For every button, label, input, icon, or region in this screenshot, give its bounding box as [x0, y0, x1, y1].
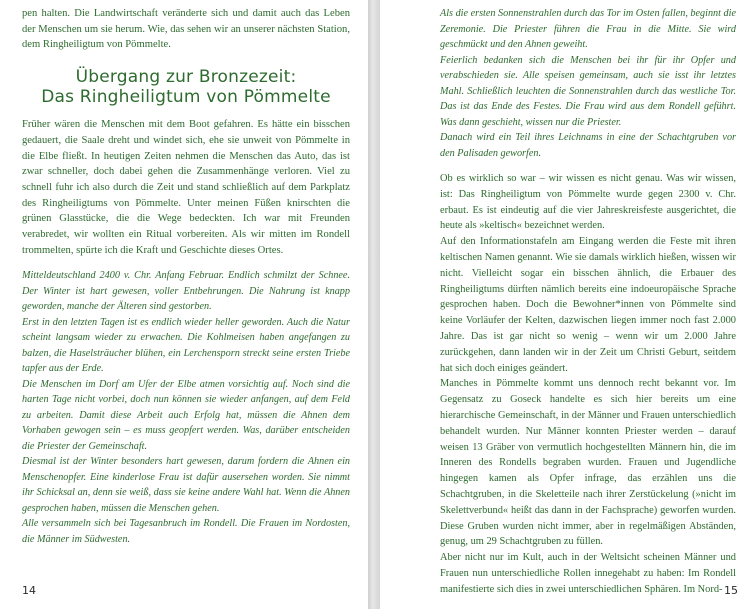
heading-line-1: Übergang zur Bronzezeit: [75, 67, 297, 88]
italic-line: Als die ersten Sonnenstrahlen durch das Tor im Osten fallen, beginnt die Zeremonie. Die Priester führen die Frau in die Mitte. Sie wird geschmückt und den Ahnen geweiht. [440, 8, 736, 50]
heading-line-2: Das Ringheiligtum von Pömmelte [41, 87, 331, 108]
chapter-heading [22, 67, 350, 107]
italic-line: Feierlich bedanken sich die Menschen bei ihr für ihr Opfer und verabschieden sie. Alle speisen gemeinsam, auch sie isst ihr letztes Mahl. Schließlich leuchten die Sonnenstrahlen durch das westliche Tor. Das ist das Ende des Festes. Die Frau wird aus dem Rondell geführt. Was dann geschieht, wissen nur die Priester. [440, 54, 736, 128]
intro-paragraph: pen halten. Die Landwirtschaft veränderte sich und damit auch das Leben der Menschen um sie herum. Wie, das sehen wir an unserer nächsten Station, dem Ringheiligtum von Pömmelte. [22, 8, 350, 51]
left-text-column [22, 6, 350, 547]
italic-line: Die Menschen im Dorf am Ufer der Elbe atmen vorsichtig auf. Noch sind die harten Tage nicht vorbei, doch nun können sie wieder anfangen, auf dem Feld zu arbeiten. Damit diese Arbeit auch Erfolg hat, müssen die Ahnen dem Vorhaben gewogen sein – es muss geopfert werden. Was, darüber entscheiden die Priester der Gemeinschaft. [22, 378, 350, 452]
body-paragraph: Auf den Informationstafeln am Eingang werden die Feste mit ihren keltischen Namen genannt. Wie sie damals wirklich hießen, wissen wir nicht. Vielleicht sogar ein bisschen ähnlich, die Erbauer des Ringheiligtums dürften nämlich bereits eine indoeuropäische Sprache gesprochen haben. Doch die Bewohner*innen von Pömmelte sind keine Vorläufer der Kelten, dazwischen liegen immer noch fast 2.000 Jahre. Das ist gar nicht so wenig – wenn wir um 2.000 Jahre zurückgehen, dann landen wir in der Zeit um Christi Geburt, seitdem hat sich doch einiges geändert. [440, 236, 736, 374]
left-page [0, 0, 368, 609]
italic-line: Alle versammeln sich bei Tagesanbruch im Rondell. Die Frauen im Nordosten, die Männer im Südwesten. [22, 518, 350, 545]
page-number-left: 14 [22, 584, 36, 597]
right-text-column [440, 6, 736, 598]
book-gutter [368, 0, 380, 609]
body-paragraph: Aber nicht nur im Kult, auch in der Weltsicht scheinen Männer und Frauen nun unterschiedliche Rollen innegehabt zu haben: Im Rondell manifestierte sich dies in zwei unterschiedlichen Sphären. Im Nord- [440, 552, 736, 595]
italic-line: Diesmal ist der Winter besonders hart gewesen, darum fordern die Ahnen ein Menschenopfer. Eine kinderlose Frau ist dafür ausersehen worden. Sie nimmt ihr Schicksal an, denn sie weiß, dass sie keine andere Wahl hat. Wenn die Ahnen gesprochen haben, müssen die Menschen gehen. [22, 456, 350, 514]
body-paragraph: Früher wären die Menschen mit dem Boot gefahren. Es hätte ein bisschen gedauert, die Saale dreht und windet sich, ehe sie unweit von Pömmelte in die Elbe fließt. In heutigen Zeiten nehmen die Menschen das Auto, das ist zwar schneller, doch dabei gehen die Zusammenhänge verloren. Viel zu schnell fuhr ich also durch die Zeit und stand schließlich auf dem Parkplatz des Ringheiligtums von Pömmelte. Unter meinen Füßen knirschten die grünen Glasstücke, die die Wege bedeckten. Ich war mit Freunden verabredet, wir wollten ein Ritual vorbereiten. Als wir mitten im Rondell trommelten, spürte ich die Kraft und Geschichte dieses Ortes. [22, 119, 350, 256]
page-number-right: 15 [724, 584, 738, 597]
body-paragraph: Ob es wirklich so war – wir wissen es nicht genau. Was wir wissen, ist: Das Ringheiligtum von Pömmelte wurde gegen 2300 v. Chr. erbaut. Es ist eindeutig auf die vier Jahreskreisfeste ausgerichtet, die heute als »keltisch« bezeichnet werden. [440, 173, 736, 232]
italic-line: Erst in den letzten Tagen ist es endlich wieder heller geworden. Auch die Natur scheint langsam wieder zu erwachen. Die Kohlmeisen haben angefangen zu balzen, die Haselsträucher blühen, ein Lerchensporn streckt seine ersten Triebe tapfer aus der Erde. [22, 316, 350, 375]
italic-line: Danach wird ein Teil ihres Leichnams in eine der Schachtgruben vor den Palisaden geworfen. [440, 132, 736, 159]
right-page [380, 0, 750, 609]
body-paragraph: Manches in Pömmelte kommt uns dennoch recht bekannt vor. Im Gegensatz zu Goseck handelte es sich hier bereits um eine hierarchische Gemeinschaft, in der Männer und Frauen unterschiedlich behandelt wurden. Nur Männer konnten Priester werden – darauf weisen 13 Gräber von vermutlich hochgestellten Männern hin, die im Inneren des Rondells begraben wurden. Frauen und Jugendliche hingegen kamen als Opfer infrage, das erzählen uns die Schachtgruben, in die Skeletteile nach ihrer Zerstückelung (»nicht im Skelettverbund« heißt das dann in der Fachsprache) geworfen wurden. Diese Gruben wurden nicht immer, aber in regelmäßigen Abständen, genug, um 29 Schachtgruben zu füllen. [440, 378, 736, 548]
italic-line: Mitteldeutschland 2400 v. Chr. Anfang Februar. Endlich schmilzt der Schnee. Der Winter ist hart gewesen, voller Entbehrungen. Die Nahrung ist knapp geworden, manche der Älteren sind gestorben. [22, 270, 350, 313]
